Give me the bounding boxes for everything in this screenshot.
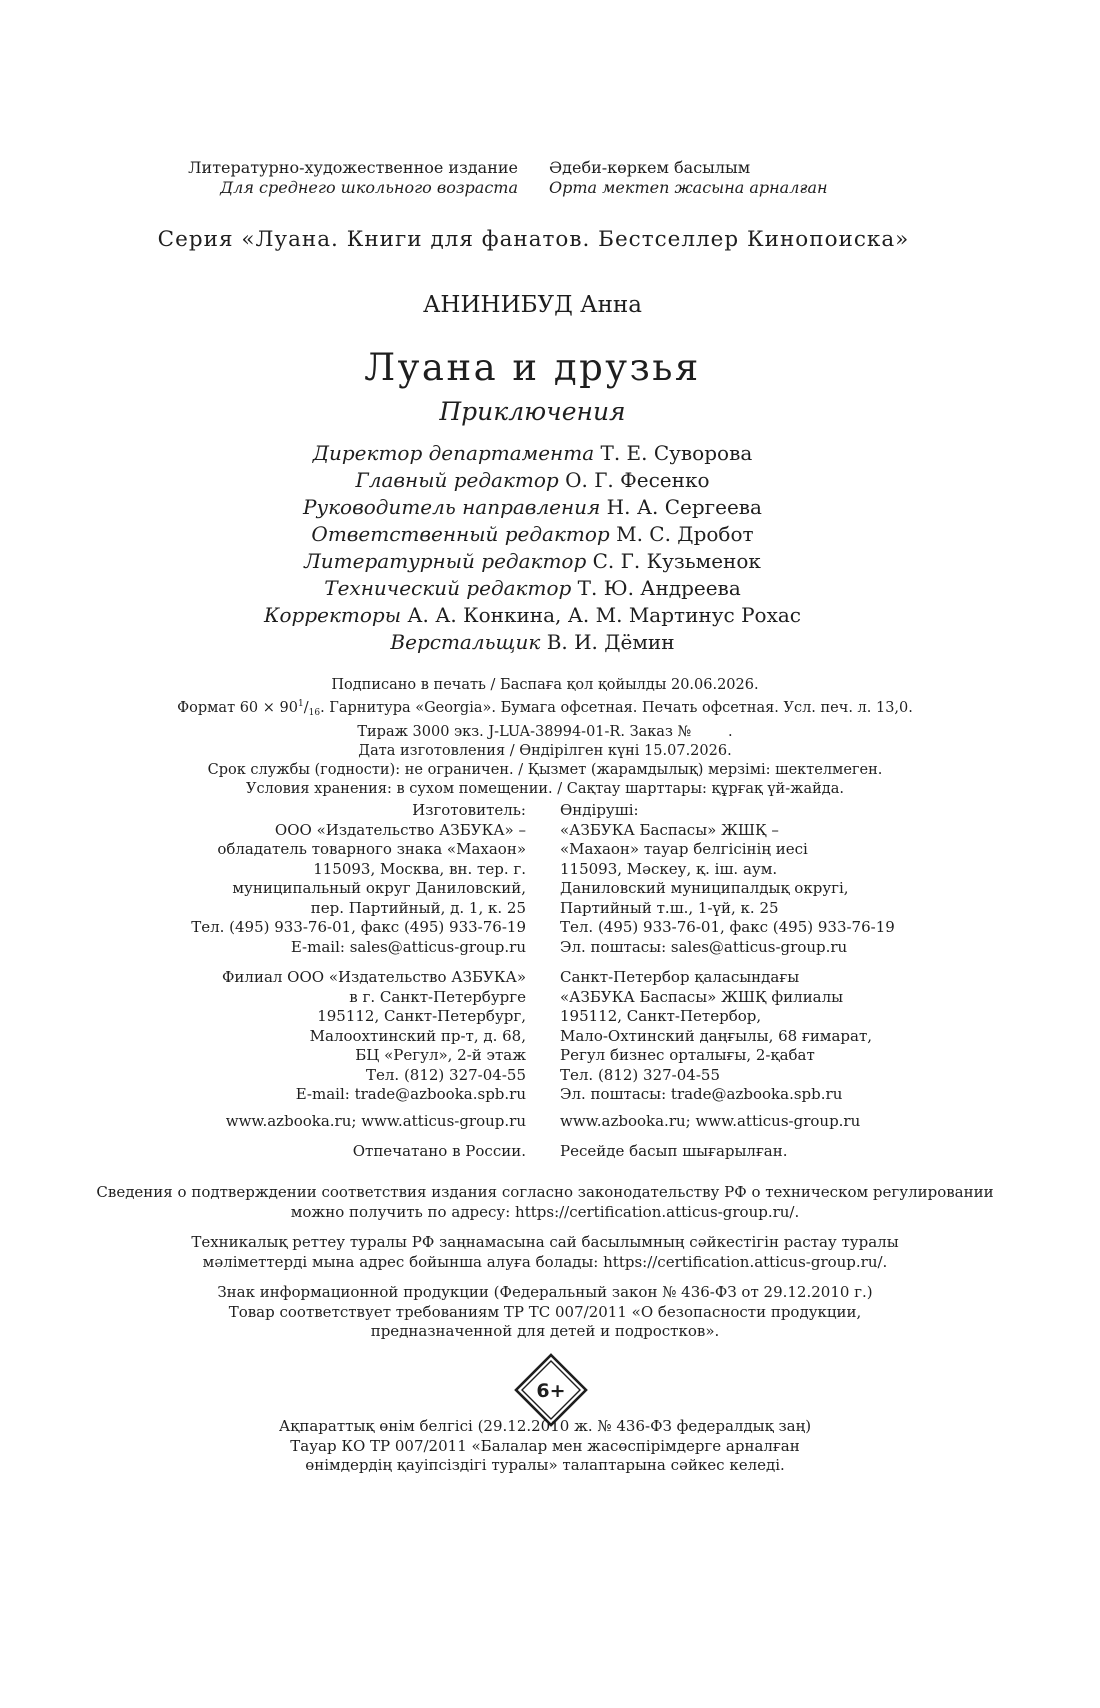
credit-line [0,440,1065,467]
format-line [0,695,1090,723]
certification-ru-line: Сведения о подтверждении соответствия издания согласно законодательству РФ о техническом регулировании [96,1183,994,1201]
branch-ru-line: Филиал ООО «Издательство АЗБУКА» [221,968,526,986]
service-life: Срок службы (годности): не ограничен. / Қызмет (жарамдылық) мерзімі: шектелмеген. [207,762,883,778]
branch-kz-line: Эл. поштасы: trade@azbooka.spb.ru [560,1085,843,1103]
manufacturer-ru-line: пер. Партийный, д. 1, к. 25 [310,898,526,917]
branch-ru-line: Тел. (812) 327-04-55 [366,1065,526,1084]
format-size: Формат 60 × 90 [177,700,298,716]
credit-line [0,602,1065,629]
manufacturer-kz-line: 115093, Мәскеу, қ. іш. аум. [560,859,778,878]
branch-kz-line: 195112, Санкт-Петербор, [560,1007,762,1025]
staff-credits [0,440,1065,656]
credit-person: Т. Ю. Андреева [577,576,741,600]
branch-ru [120,968,526,1105]
credit-person: М. С. Дробот [616,522,754,546]
certification-kz-line: мәліметтерді мына адрес бойынша алуға болады: https://certification.atticus-group.ru/. [202,1252,888,1271]
manufacturer-kz-line: Тел. (495) 933-76-01, факс (495) 933-76-19 [560,918,895,936]
branch-kz-line: Тел. (812) 327-04-55 [560,1065,720,1084]
credit-line [0,629,1065,656]
manufacturer-kz [560,801,980,957]
branch-ru-line: БЦ «Регул», 2-й этаж [355,1046,526,1064]
credit-person: С. Г. Кузьменок [592,549,761,573]
websites-ru: www.azbooka.ru; www.atticus-group.ru [225,1112,526,1130]
branch-kz-line: «АЗБУКА Баспасы» ЖШҚ филиалы [560,987,844,1006]
credit-person: Т. Е. Суворова [600,441,753,465]
manufacturer-kz-line: «Махаон» тауар белгісінің иесі [560,840,808,858]
format-fraction-sep: / [303,700,309,716]
credit-line [0,494,1065,521]
credit-role: Главный редактор [355,468,559,492]
book-subtitle: Приключения [439,397,626,426]
manufacturer-ru-line: 115093, Москва, вн. тер. г. [313,859,526,878]
printed-in-ru: Отпечатано в России. [352,1142,526,1160]
credit-line [0,521,1065,548]
book-title: Луана и друзья [364,346,701,389]
credit-line [0,467,1065,494]
credit-role: Ответственный редактор [311,522,610,546]
format-details: . Гарнитура «Georgia». Бумага офсетная. Печать офсетная. Усл. печ. л. 13,0. [320,700,913,716]
manufacturer-kz-line: Эл. поштасы: sales@atticus-group.ru [560,937,848,956]
manufacturer-ru-line: муниципальный округ Даниловский, [232,879,526,897]
certification-ru-line: можно получить по адресу: https://certification.atticus-group.ru/. [290,1202,800,1221]
series-line: Серия «Луана. Книги для фанатов. Бестселлер Кинопоиска» [157,227,910,252]
format-fraction-den: 16 [308,708,321,718]
credit-person: Н. А. Сергеева [606,495,762,519]
print-run: Тираж 3000 экз. J-LUA-38994-01-R. Заказ № . [357,724,733,740]
credit-line [0,575,1065,602]
header-left [120,158,518,198]
manufacturer-ru-line: Изготовитель: [412,801,526,819]
manufacturer-ru-line: обладатель товарного знака «Махаон» [217,840,526,858]
manufacturer-ru-line: Тел. (495) 933-76-01, факс (495) 933-76-19 [191,918,526,936]
storage-conditions: Условия хранения: в сухом помещении. / Сақтау шарттары: құрғақ үй-жайда. [246,781,844,797]
branch-ru-line: E-mail: trade@azbooka.spb.ru [295,1085,526,1103]
edition-type-ru: Литературно-художественное издание [188,158,518,177]
edition-type-kz: Әдеби-көркем басылым [549,158,751,177]
websites-kz: www.azbooka.ru; www.atticus-group.ru [560,1112,861,1130]
credit-role: Технический редактор [324,576,572,600]
credit-role: Литературный редактор [304,549,587,573]
printed-in-kz: Ресейде басып шығарылған. [560,1142,788,1160]
info-sign-kz [0,1417,1090,1476]
info-sign-ru-line: Знак информационной продукции (Федеральный закон № 436-ФЗ от 29.12.2010 г.) [217,1283,873,1301]
certification-kz [0,1233,1090,1272]
info-sign-ru-line: предназначенной для детей и подростков». [370,1322,720,1340]
branch-kz-line: Мало-Охтинский даңғылы, 68 ғимарат, [560,1026,873,1045]
branch-ru-line: 195112, Санкт-Петербург, [317,1007,526,1025]
header-right [549,158,969,198]
manufacturer-kz-line: Партийный т.ш., 1-үй, к. 25 [560,898,779,917]
branch-kz [560,968,980,1105]
branch-ru-line: в г. Санкт-Петербурге [349,987,526,1006]
credit-person: О. Г. Фесенко [565,468,710,492]
branch-kz-line: Санкт-Петербор қаласындағы [560,968,800,986]
branch-ru-line: Малоохтинский пр-т, д. 68, [309,1026,526,1045]
age-group-ru: Для среднего школьного возраста [220,178,518,197]
info-sign-ru-line: Товар соответствует требованиям ТР ТС 007/2011 «О безопасности продукции, [228,1302,862,1321]
info-sign-kz-line: Ақпараттық өнім белгісі (29.12.2010 ж. № 436-ФЗ федералдық заң) [278,1417,812,1435]
print-info [0,676,1090,799]
credit-line [0,548,1065,575]
manufacturer-kz-line: Өндіруші: [560,801,639,819]
format-fraction-num: 1 [297,699,304,709]
signed-to-print: Подписано в печать / Баспаға қол қойылды 20.06.2026. [331,677,759,693]
info-sign-kz-line: Тауар КО ТР 007/2011 «Балалар мен жасөспірімдерге арналған [290,1436,800,1455]
credit-person: В. И. Дёмин [546,630,675,654]
age-group-kz: Орта мектеп жасына арналған [549,178,828,197]
info-sign-ru [0,1283,1090,1342]
credit-role: Корректоры [264,603,402,627]
credit-person: А. А. Конкина, А. М. Мартинус Рохас [407,603,801,627]
manufacturer-ru-line: E-mail: sales@atticus-group.ru [290,937,526,956]
manufacturer-kz-line: «АЗБУКА Баспасы» ЖШҚ – [560,820,779,839]
author-name: АНИНИБУД Анна [423,292,642,318]
credit-role: Руководитель направления [303,495,601,519]
age-rating-text: 6+ [536,1380,566,1402]
credit-role: Директор департамента [312,441,595,465]
manufacturer-ru-line: ООО «Издательство АЗБУКА» – [274,820,526,839]
manufacturer-ru [120,801,526,957]
manufacture-date: Дата изготовления / Өндірілген күні 15.07.2026. [358,743,732,759]
credit-role: Верстальщик [390,630,541,654]
branch-kz-line: Регул бизнес орталығы, 2-қабат [560,1046,815,1064]
certification-kz-line: Техникалық реттеу туралы РФ заңнамасына сай басылымның сәйкестігін растау туралы [191,1233,899,1251]
info-sign-kz-line: өнімдердің қауіпсіздігі туралы» талаптарына сәйкес келеді. [305,1456,785,1474]
certification-ru [0,1183,1090,1222]
manufacturer-kz-line: Даниловский муниципалдық округі, [560,879,849,897]
